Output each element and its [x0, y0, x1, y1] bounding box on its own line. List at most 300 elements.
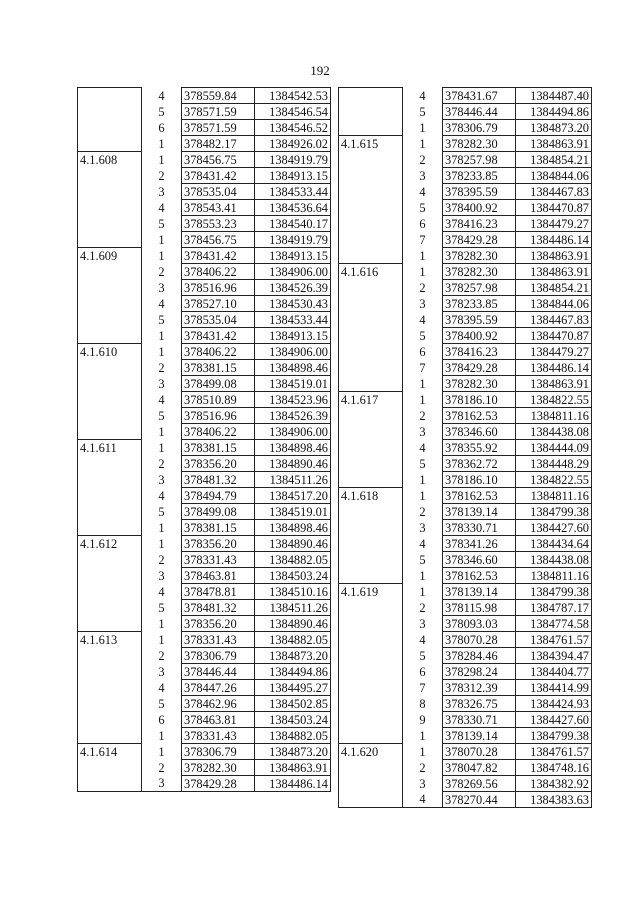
y-coordinate-cell: 1384467.83 — [516, 184, 592, 200]
table-row — [339, 760, 592, 776]
x-coordinate-cell: 378070.28 — [443, 632, 516, 648]
y-coordinate-cell: 1384536.64 — [255, 200, 331, 216]
y-coordinate-cell: 1384510.16 — [255, 584, 331, 600]
table-row — [339, 120, 592, 136]
point-number-cell: 2 — [403, 504, 443, 520]
parcel-id-cell — [339, 664, 403, 680]
x-coordinate-cell: 378284.46 — [443, 648, 516, 664]
parcel-id-cell — [78, 776, 142, 792]
x-coordinate-cell: 378431.42 — [182, 168, 255, 184]
point-number-cell: 1 — [142, 248, 182, 264]
parcel-id-cell — [339, 280, 403, 296]
point-number-cell: 5 — [403, 552, 443, 568]
parcel-id-cell — [339, 632, 403, 648]
y-coordinate-cell: 1384906.00 — [255, 344, 331, 360]
parcel-id-cell — [339, 376, 403, 392]
table-row — [339, 280, 592, 296]
table-row — [78, 600, 331, 616]
parcel-id-cell — [339, 472, 403, 488]
point-number-cell: 1 — [403, 136, 443, 152]
x-coordinate-cell: 378478.81 — [182, 584, 255, 600]
parcel-id-cell — [78, 408, 142, 424]
parcel-id-cell — [78, 600, 142, 616]
point-number-cell: 5 — [403, 648, 443, 664]
x-coordinate-cell: 378330.71 — [443, 520, 516, 536]
x-coordinate-cell: 378516.96 — [182, 280, 255, 296]
point-number-cell: 2 — [142, 360, 182, 376]
table-row — [78, 728, 331, 744]
table-row — [339, 728, 592, 744]
y-coordinate-cell: 1384434.64 — [516, 536, 592, 552]
x-coordinate-cell: 378093.03 — [443, 616, 516, 632]
point-number-cell: 4 — [142, 88, 182, 104]
y-coordinate-cell: 1384438.08 — [516, 424, 592, 440]
parcel-id-cell — [339, 616, 403, 632]
point-number-cell: 9 — [403, 712, 443, 728]
y-coordinate-cell: 1384882.05 — [255, 728, 331, 744]
y-coordinate-cell: 1384890.46 — [255, 456, 331, 472]
parcel-id-cell: 4.1.608 — [78, 152, 142, 168]
point-number-cell: 6 — [142, 120, 182, 136]
parcel-id-cell — [339, 200, 403, 216]
point-number-cell: 3 — [142, 776, 182, 792]
parcel-id-cell — [78, 760, 142, 776]
y-coordinate-cell: 1384882.05 — [255, 552, 331, 568]
x-coordinate-cell: 378535.04 — [182, 312, 255, 328]
parcel-id-cell — [339, 760, 403, 776]
x-coordinate-cell: 378481.32 — [182, 472, 255, 488]
point-number-cell: 5 — [142, 104, 182, 120]
table-row — [78, 328, 331, 344]
table-row — [78, 280, 331, 296]
coordinates-table-right — [338, 87, 592, 808]
y-coordinate-cell: 1384523.96 — [255, 392, 331, 408]
parcel-id-cell — [339, 792, 403, 808]
parcel-id-cell — [78, 456, 142, 472]
table-row — [339, 104, 592, 120]
point-number-cell: 6 — [403, 216, 443, 232]
parcel-id-cell — [339, 728, 403, 744]
point-number-cell: 4 — [142, 488, 182, 504]
y-coordinate-cell: 1384748.16 — [516, 760, 592, 776]
x-coordinate-cell: 378463.81 — [182, 712, 255, 728]
parcel-id-cell — [339, 168, 403, 184]
x-coordinate-cell: 378312.39 — [443, 680, 516, 696]
x-coordinate-cell: 378381.15 — [182, 520, 255, 536]
parcel-id-cell: 4.1.620 — [339, 744, 403, 760]
point-number-cell: 3 — [403, 520, 443, 536]
table-row — [339, 392, 592, 408]
table-row — [78, 392, 331, 408]
parcel-id-cell — [339, 536, 403, 552]
table-row — [339, 712, 592, 728]
point-number-cell: 3 — [403, 296, 443, 312]
table-row — [78, 584, 331, 600]
x-coordinate-cell: 378429.28 — [443, 360, 516, 376]
parcel-id-cell — [339, 568, 403, 584]
y-coordinate-cell: 1384470.87 — [516, 200, 592, 216]
parcel-id-cell: 4.1.619 — [339, 584, 403, 600]
x-coordinate-cell: 378330.71 — [443, 712, 516, 728]
parcel-id-cell — [339, 552, 403, 568]
y-coordinate-cell: 1384424.93 — [516, 696, 592, 712]
table-row — [339, 488, 592, 504]
table-row — [78, 568, 331, 584]
x-coordinate-cell: 378446.44 — [443, 104, 516, 120]
x-coordinate-cell: 378510.89 — [182, 392, 255, 408]
point-number-cell: 4 — [403, 88, 443, 104]
y-coordinate-cell: 1384404.77 — [516, 664, 592, 680]
point-number-cell: 5 — [142, 408, 182, 424]
x-coordinate-cell: 378346.60 — [443, 552, 516, 568]
y-coordinate-cell: 1384811.16 — [516, 568, 592, 584]
table-row — [78, 312, 331, 328]
parcel-id-cell — [339, 360, 403, 376]
y-coordinate-cell: 1384898.46 — [255, 440, 331, 456]
y-coordinate-cell: 1384774.58 — [516, 616, 592, 632]
x-coordinate-cell: 378462.96 — [182, 696, 255, 712]
x-coordinate-cell: 378499.08 — [182, 504, 255, 520]
table-row — [78, 344, 331, 360]
y-coordinate-cell: 1384844.06 — [516, 296, 592, 312]
point-number-cell: 4 — [403, 312, 443, 328]
y-coordinate-cell: 1384511.26 — [255, 472, 331, 488]
parcel-id-cell: 4.1.614 — [78, 744, 142, 760]
x-coordinate-cell: 378331.43 — [182, 632, 255, 648]
parcel-id-cell — [78, 184, 142, 200]
y-coordinate-cell: 1384444.09 — [516, 440, 592, 456]
y-coordinate-cell: 1384394.47 — [516, 648, 592, 664]
table-row — [339, 152, 592, 168]
y-coordinate-cell: 1384799.38 — [516, 728, 592, 744]
y-coordinate-cell: 1384427.60 — [516, 712, 592, 728]
parcel-id-cell — [78, 280, 142, 296]
parcel-id-cell — [78, 200, 142, 216]
point-number-cell: 2 — [403, 280, 443, 296]
parcel-id-cell — [78, 504, 142, 520]
x-coordinate-cell: 378406.22 — [182, 264, 255, 280]
y-coordinate-cell: 1384414.99 — [516, 680, 592, 696]
parcel-id-cell — [339, 344, 403, 360]
table-row — [78, 520, 331, 536]
point-number-cell: 1 — [142, 424, 182, 440]
point-number-cell: 3 — [142, 568, 182, 584]
table-row — [78, 152, 331, 168]
y-coordinate-cell: 1384533.44 — [255, 312, 331, 328]
y-coordinate-cell: 1384761.57 — [516, 744, 592, 760]
x-coordinate-cell: 378139.14 — [443, 504, 516, 520]
table-row — [339, 504, 592, 520]
parcel-id-cell — [78, 104, 142, 120]
y-coordinate-cell: 1384467.83 — [516, 312, 592, 328]
table-row — [339, 408, 592, 424]
table-row — [339, 360, 592, 376]
x-coordinate-cell: 378070.28 — [443, 744, 516, 760]
point-number-cell: 7 — [403, 680, 443, 696]
x-coordinate-cell: 378559.84 — [182, 88, 255, 104]
x-coordinate-cell: 378527.10 — [182, 296, 255, 312]
point-number-cell: 4 — [403, 440, 443, 456]
x-coordinate-cell: 378447.26 — [182, 680, 255, 696]
y-coordinate-cell: 1384502.85 — [255, 696, 331, 712]
point-number-cell: 4 — [142, 392, 182, 408]
coordinates-table-left — [77, 87, 331, 792]
y-coordinate-cell: 1384844.06 — [516, 168, 592, 184]
y-coordinate-cell: 1384540.17 — [255, 216, 331, 232]
table-row — [78, 136, 331, 152]
x-coordinate-cell: 378186.10 — [443, 392, 516, 408]
table-row — [339, 216, 592, 232]
point-number-cell: 1 — [403, 392, 443, 408]
parcel-id-cell: 4.1.617 — [339, 392, 403, 408]
left-table-body — [78, 88, 331, 792]
table-row — [339, 776, 592, 792]
point-number-cell: 6 — [403, 664, 443, 680]
y-coordinate-cell: 1384519.01 — [255, 376, 331, 392]
y-coordinate-cell: 1384546.54 — [255, 104, 331, 120]
point-number-cell: 4 — [142, 584, 182, 600]
point-number-cell: 3 — [403, 424, 443, 440]
parcel-id-cell — [78, 696, 142, 712]
table-row — [78, 536, 331, 552]
y-coordinate-cell: 1384503.24 — [255, 568, 331, 584]
table-row — [78, 776, 331, 792]
y-coordinate-cell: 1384479.27 — [516, 344, 592, 360]
point-number-cell: 5 — [142, 312, 182, 328]
y-coordinate-cell: 1384882.05 — [255, 632, 331, 648]
x-coordinate-cell: 378356.20 — [182, 616, 255, 632]
table-row — [78, 744, 331, 760]
y-coordinate-cell: 1384383.63 — [516, 792, 592, 808]
x-coordinate-cell: 378429.28 — [443, 232, 516, 248]
table-row — [78, 104, 331, 120]
parcel-id-cell — [339, 248, 403, 264]
point-number-cell: 1 — [403, 248, 443, 264]
table-row — [339, 632, 592, 648]
y-coordinate-cell: 1384494.86 — [255, 664, 331, 680]
table-row — [78, 408, 331, 424]
x-coordinate-cell: 378446.44 — [182, 664, 255, 680]
parcel-id-cell — [339, 232, 403, 248]
table-row — [78, 360, 331, 376]
y-coordinate-cell: 1384863.91 — [516, 376, 592, 392]
table-row — [339, 696, 592, 712]
y-coordinate-cell: 1384913.15 — [255, 248, 331, 264]
x-coordinate-cell: 378269.56 — [443, 776, 516, 792]
x-coordinate-cell: 378571.59 — [182, 104, 255, 120]
y-coordinate-cell: 1384542.53 — [255, 88, 331, 104]
parcel-id-cell — [78, 360, 142, 376]
point-number-cell: 1 — [142, 616, 182, 632]
y-coordinate-cell: 1384906.00 — [255, 424, 331, 440]
point-number-cell: 1 — [403, 568, 443, 584]
y-coordinate-cell: 1384854.21 — [516, 280, 592, 296]
table-row — [339, 168, 592, 184]
x-coordinate-cell: 378431.42 — [182, 248, 255, 264]
x-coordinate-cell: 378355.92 — [443, 440, 516, 456]
table-row — [339, 136, 592, 152]
parcel-id-cell: 4.1.612 — [78, 536, 142, 552]
y-coordinate-cell: 1384533.44 — [255, 184, 331, 200]
parcel-id-cell — [78, 664, 142, 680]
parcel-id-cell — [78, 216, 142, 232]
parcel-id-cell — [78, 120, 142, 136]
x-coordinate-cell: 378416.23 — [443, 344, 516, 360]
x-coordinate-cell: 378400.92 — [443, 328, 516, 344]
parcel-id-cell: 4.1.618 — [339, 488, 403, 504]
parcel-id-cell: 4.1.616 — [339, 264, 403, 280]
y-coordinate-cell: 1384787.17 — [516, 600, 592, 616]
table-row — [78, 648, 331, 664]
x-coordinate-cell: 378139.14 — [443, 728, 516, 744]
x-coordinate-cell: 378162.53 — [443, 568, 516, 584]
x-coordinate-cell: 378306.79 — [182, 648, 255, 664]
point-number-cell: 4 — [142, 200, 182, 216]
table-row — [78, 696, 331, 712]
point-number-cell: 4 — [142, 680, 182, 696]
parcel-id-cell: 4.1.609 — [78, 248, 142, 264]
x-coordinate-cell: 378186.10 — [443, 472, 516, 488]
table-row — [339, 296, 592, 312]
point-number-cell: 3 — [142, 664, 182, 680]
table-row — [339, 664, 592, 680]
x-coordinate-cell: 378381.15 — [182, 440, 255, 456]
table-row — [339, 744, 592, 760]
y-coordinate-cell: 1384863.91 — [516, 248, 592, 264]
table-row — [339, 376, 592, 392]
table-row — [78, 712, 331, 728]
y-coordinate-cell: 1384799.38 — [516, 504, 592, 520]
x-coordinate-cell: 378481.32 — [182, 600, 255, 616]
table-row — [78, 488, 331, 504]
y-coordinate-cell: 1384382.92 — [516, 776, 592, 792]
parcel-id-cell — [78, 136, 142, 152]
point-number-cell: 1 — [142, 232, 182, 248]
parcel-id-cell — [78, 232, 142, 248]
point-number-cell: 5 — [142, 696, 182, 712]
parcel-id-cell — [339, 648, 403, 664]
x-coordinate-cell: 378306.79 — [182, 744, 255, 760]
parcel-id-cell — [78, 552, 142, 568]
y-coordinate-cell: 1384799.38 — [516, 584, 592, 600]
parcel-id-cell — [339, 152, 403, 168]
table-row — [339, 232, 592, 248]
table-row — [339, 184, 592, 200]
parcel-id-cell — [339, 776, 403, 792]
x-coordinate-cell: 378571.59 — [182, 120, 255, 136]
point-number-cell: 4 — [142, 296, 182, 312]
table-row — [78, 376, 331, 392]
point-number-cell: 1 — [403, 728, 443, 744]
point-number-cell: 5 — [403, 104, 443, 120]
parcel-id-cell — [339, 312, 403, 328]
table-row — [339, 648, 592, 664]
table-row — [78, 504, 331, 520]
x-coordinate-cell: 378346.60 — [443, 424, 516, 440]
y-coordinate-cell: 1384822.55 — [516, 392, 592, 408]
point-number-cell: 1 — [142, 328, 182, 344]
parcel-id-cell: 4.1.613 — [78, 632, 142, 648]
x-coordinate-cell: 378395.59 — [443, 312, 516, 328]
table-row — [78, 616, 331, 632]
x-coordinate-cell: 378456.75 — [182, 232, 255, 248]
table-row — [339, 200, 592, 216]
table-row — [339, 344, 592, 360]
table-row — [339, 472, 592, 488]
y-coordinate-cell: 1384906.00 — [255, 264, 331, 280]
y-coordinate-cell: 1384517.20 — [255, 488, 331, 504]
x-coordinate-cell: 378416.23 — [443, 216, 516, 232]
y-coordinate-cell: 1384448.29 — [516, 456, 592, 472]
x-coordinate-cell: 378331.43 — [182, 552, 255, 568]
x-coordinate-cell: 378282.30 — [443, 136, 516, 152]
point-number-cell: 2 — [142, 168, 182, 184]
x-coordinate-cell: 378362.72 — [443, 456, 516, 472]
point-number-cell: 2 — [403, 152, 443, 168]
x-coordinate-cell: 378482.17 — [182, 136, 255, 152]
y-coordinate-cell: 1384486.14 — [516, 360, 592, 376]
parcel-id-cell — [78, 296, 142, 312]
table-row — [339, 264, 592, 280]
y-coordinate-cell: 1384530.43 — [255, 296, 331, 312]
y-coordinate-cell: 1384526.39 — [255, 280, 331, 296]
x-coordinate-cell: 378400.92 — [443, 200, 516, 216]
table-row — [339, 520, 592, 536]
point-number-cell: 1 — [403, 472, 443, 488]
point-number-cell: 3 — [142, 280, 182, 296]
parcel-id-cell: 4.1.610 — [78, 344, 142, 360]
parcel-id-cell — [78, 728, 142, 744]
table-row — [78, 184, 331, 200]
table-row — [78, 632, 331, 648]
parcel-id-cell — [78, 312, 142, 328]
parcel-id-cell: 4.1.611 — [78, 440, 142, 456]
parcel-id-cell — [339, 600, 403, 616]
point-number-cell: 2 — [403, 408, 443, 424]
x-coordinate-cell: 378406.22 — [182, 424, 255, 440]
point-number-cell: 2 — [142, 760, 182, 776]
parcel-id-cell — [339, 184, 403, 200]
table-row — [339, 600, 592, 616]
y-coordinate-cell: 1384898.46 — [255, 360, 331, 376]
x-coordinate-cell: 378356.20 — [182, 456, 255, 472]
point-number-cell: 3 — [403, 616, 443, 632]
point-number-cell: 3 — [403, 776, 443, 792]
point-number-cell: 1 — [142, 536, 182, 552]
x-coordinate-cell: 378381.15 — [182, 360, 255, 376]
y-coordinate-cell: 1384873.20 — [255, 744, 331, 760]
table-row — [78, 232, 331, 248]
y-coordinate-cell: 1384526.39 — [255, 408, 331, 424]
x-coordinate-cell: 378463.81 — [182, 568, 255, 584]
y-coordinate-cell: 1384486.14 — [255, 776, 331, 792]
x-coordinate-cell: 378306.79 — [443, 120, 516, 136]
y-coordinate-cell: 1384913.15 — [255, 168, 331, 184]
x-coordinate-cell: 378162.53 — [443, 408, 516, 424]
x-coordinate-cell: 378499.08 — [182, 376, 255, 392]
parcel-id-cell — [339, 424, 403, 440]
x-coordinate-cell: 378535.04 — [182, 184, 255, 200]
y-coordinate-cell: 1384863.91 — [516, 264, 592, 280]
parcel-id-cell — [339, 680, 403, 696]
y-coordinate-cell: 1384494.86 — [516, 104, 592, 120]
table-row — [78, 248, 331, 264]
y-coordinate-cell: 1384427.60 — [516, 520, 592, 536]
table-row — [78, 664, 331, 680]
table-row — [78, 760, 331, 776]
table-row — [339, 248, 592, 264]
y-coordinate-cell: 1384811.16 — [516, 408, 592, 424]
